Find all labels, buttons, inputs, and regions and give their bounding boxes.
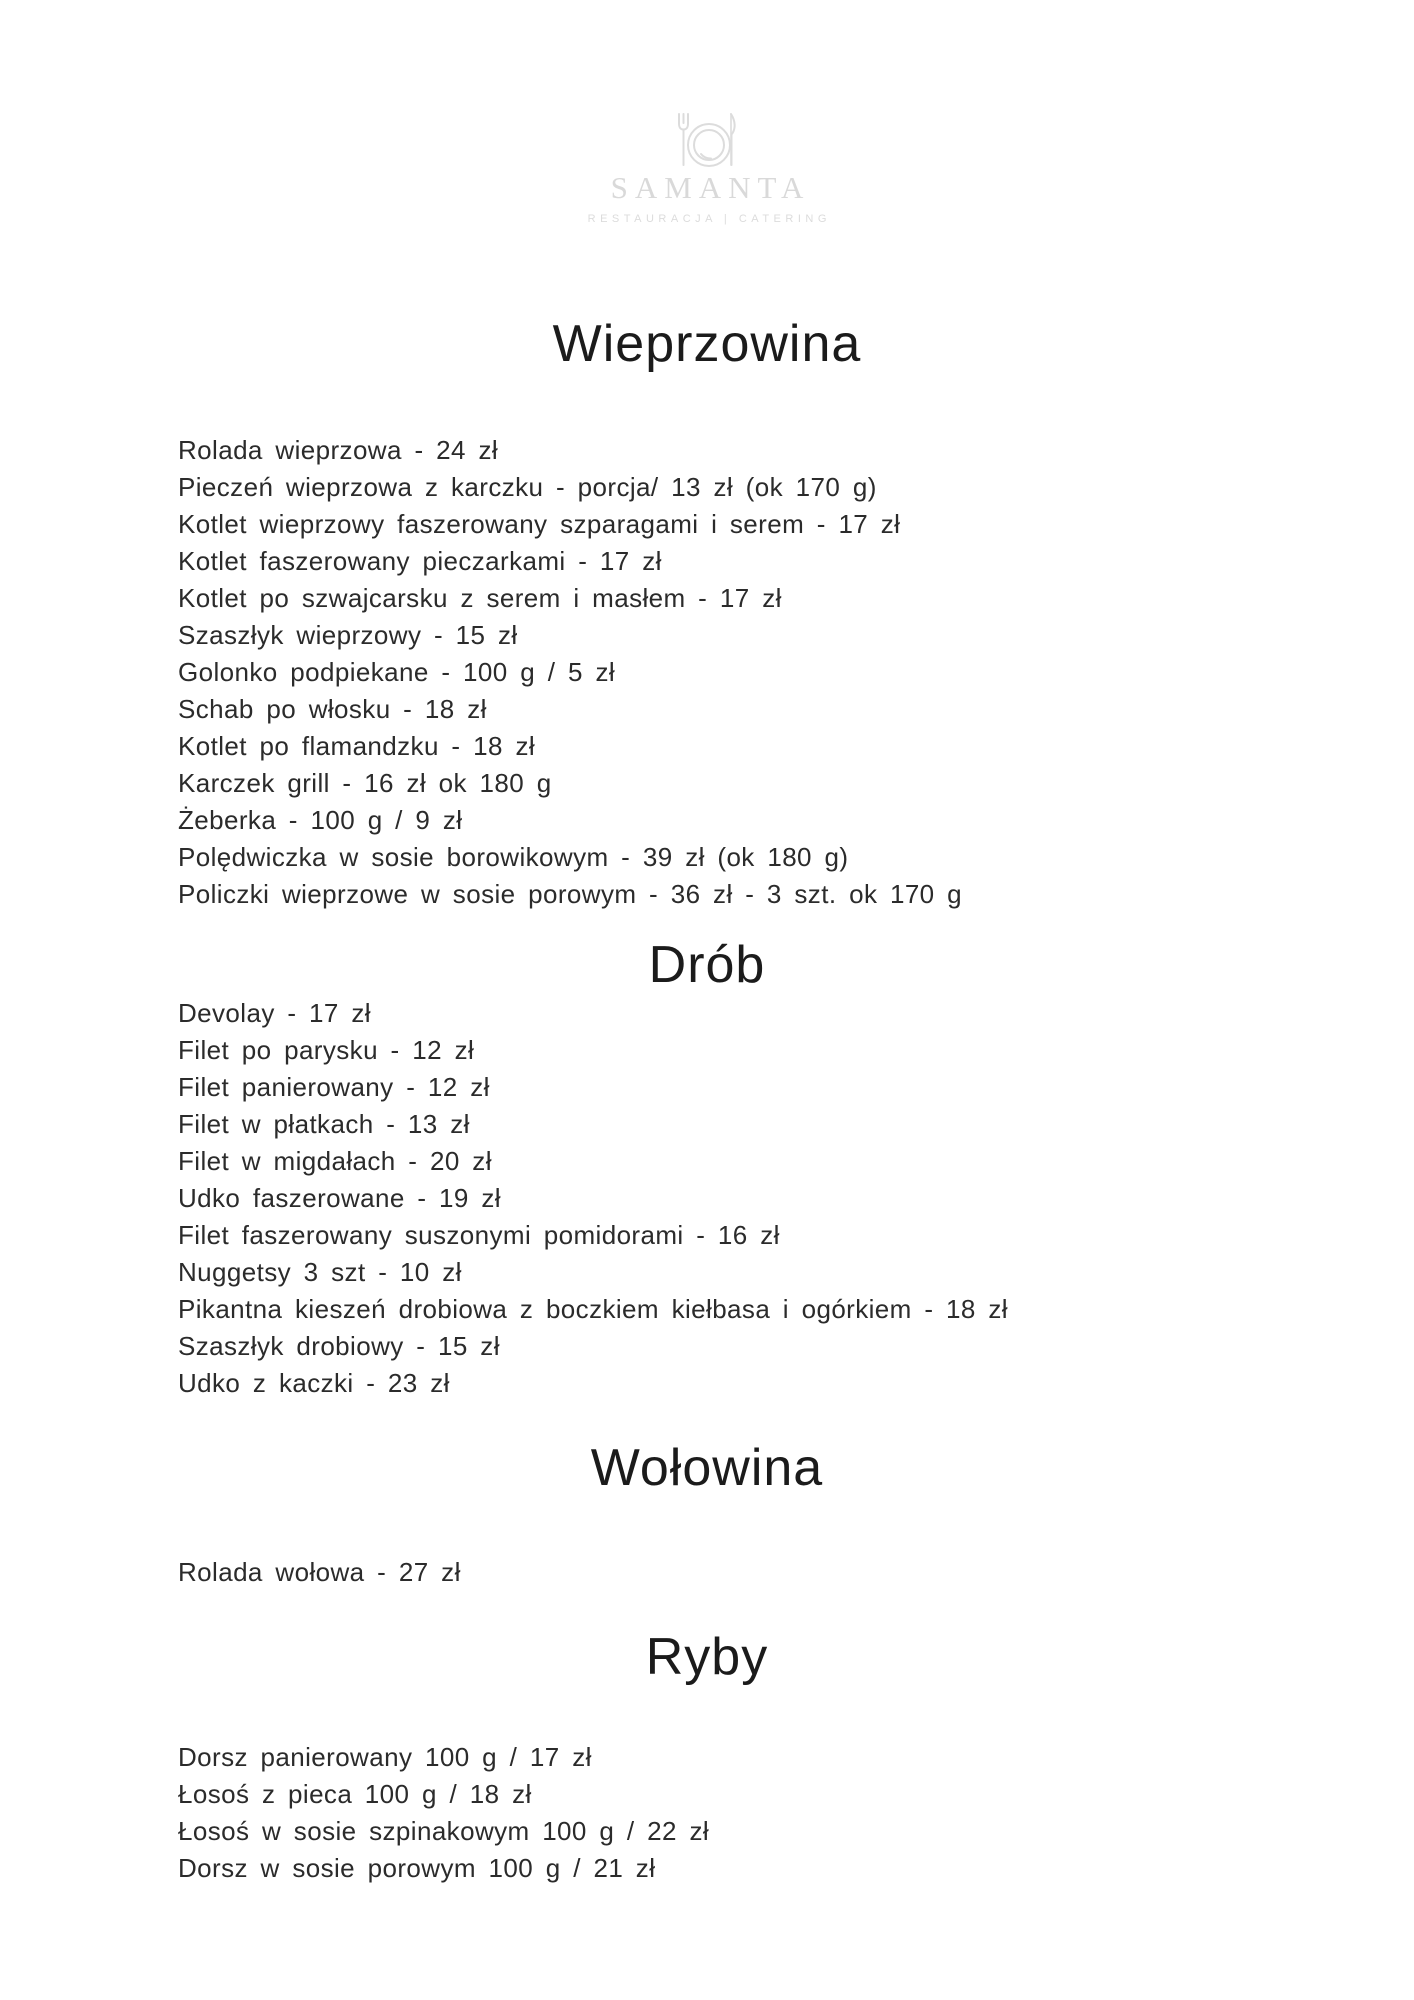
menu-list-wieprzowina — [0, 432, 1414, 913]
plate-fork-knife-icon — [675, 112, 739, 168]
menu-item: Policzki wieprzowe w sosie porowym - 36 zł - 3 szt. ok 170 g — [178, 879, 963, 909]
section-title-ryby: Ryby — [645, 1628, 769, 1686]
menu-item: Kotlet wieprzowy faszerowany szparagami i serem - 17 zł — [178, 509, 901, 539]
menu-item: Devolay - 17 zł — [178, 998, 371, 1028]
menu-item: Filet faszerowany suszonymi pomidorami - 16 zł — [178, 1220, 780, 1250]
section-drob — [0, 935, 1414, 1402]
menu-item: Filet panierowany - 12 zł — [178, 1072, 490, 1102]
section-wieprzowina — [0, 314, 1414, 913]
menu-item: Kotlet po flamandzku - 18 zł — [178, 731, 536, 761]
menu-item: Pieczeń wieprzowa z karczku - porcja/ 13 zł (ok 170 g) — [178, 472, 877, 502]
menu-item: Filet w płatkach - 13 zł — [178, 1109, 470, 1139]
menu-item: Dorsz w sosie porowym 100 g / 21 zł — [178, 1853, 656, 1883]
menu-item: Udko z kaczki - 23 zł — [178, 1368, 450, 1398]
menu-item: Filet w migdałach - 20 zł — [178, 1146, 492, 1176]
menu-list-drob — [0, 995, 1414, 1402]
menu-item: Karczek grill - 16 zł ok 180 g — [178, 768, 552, 798]
menu-item: Udko faszerowane - 19 zł — [178, 1183, 501, 1213]
menu-item: Rolada wołowa - 27 zł — [178, 1557, 461, 1587]
menu-item: Golonko podpiekane - 100 g / 5 zł — [178, 657, 616, 687]
menu-item: Kotlet po szwajcarsku z serem i masłem - 17 zł — [178, 583, 782, 613]
menu-item: Łosoś w sosie szpinakowym 100 g / 22 zł — [178, 1816, 710, 1846]
menu-item: Polędwiczka w sosie borowikowym - 39 zł (ok 180 g) — [178, 842, 849, 872]
logo-name: SAMANTA — [610, 170, 811, 205]
menu-item: Szaszłyk wieprzowy - 15 zł — [178, 620, 518, 650]
menu-list-wolowina — [0, 1554, 1414, 1591]
section-title-wolowina: Wołowina — [590, 1439, 824, 1497]
section-ryby — [0, 1627, 1414, 1887]
menu-item: Pikantna kieszeń drobiowa z boczkiem kiełbasa i ogórkiem - 18 zł — [178, 1294, 1008, 1324]
menu-item: Filet po parysku - 12 zł — [178, 1035, 475, 1065]
section-wolowina — [0, 1438, 1414, 1591]
menu-item: Rolada wieprzowa - 24 zł — [178, 435, 499, 465]
logo-subtitle: RESTAURACJA | CATERING — [587, 213, 831, 225]
menu-list-ryby — [0, 1739, 1414, 1887]
menu-item: Kotlet faszerowany pieczarkami - 17 zł — [178, 546, 662, 576]
section-title-wieprzowina: Wieprzowina — [552, 315, 862, 373]
menu-item: Żeberka - 100 g / 9 zł — [178, 805, 463, 835]
menu-item: Nuggetsy 3 szt - 10 zł — [178, 1257, 462, 1287]
menu-item: Łosoś z pieca 100 g / 18 zł — [178, 1779, 532, 1809]
menu-item: Dorsz panierowany 100 g / 17 zł — [178, 1742, 592, 1772]
restaurant-logo — [0, 0, 1414, 226]
section-title-drob: Drób — [648, 936, 766, 994]
menu-item: Schab po włosku - 18 zł — [178, 694, 487, 724]
menu-item: Szaszłyk drobiowy - 15 zł — [178, 1331, 500, 1361]
